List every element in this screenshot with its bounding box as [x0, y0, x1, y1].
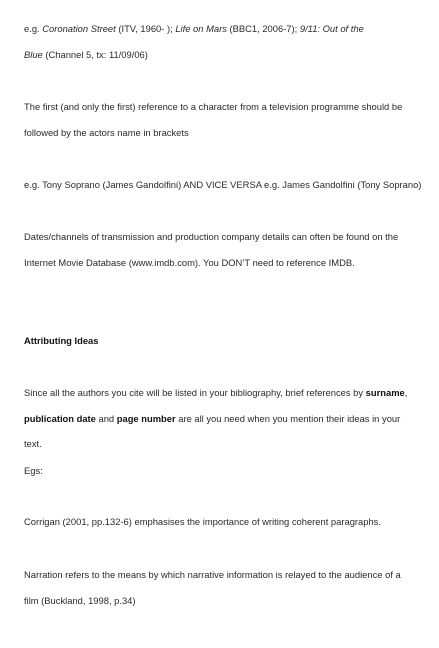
corrigan-example: Corrigan (2001, pp.132-6) emphasises the importance of writing coherent paragraphs.	[24, 516, 381, 527]
narration-paragraph-line-2: film (Buckland, 1998, p.34)	[24, 595, 136, 606]
programme-title: Blue	[24, 49, 43, 60]
bold-term-publication-date: publication date	[24, 413, 96, 424]
attributing-paragraph-line-3: text.	[24, 438, 42, 449]
example-prefix: e.g.	[24, 23, 43, 34]
attributing-text: are all you need when you mention their ideas in your	[175, 413, 401, 424]
dates-paragraph-line-1: Dates/channels of transmission and production company details can often be found on the	[24, 231, 399, 242]
attributing-text: Since all the authors you cite will be listed in your bibliography, brief references by	[24, 387, 366, 398]
tv-example-line-1	[24, 23, 364, 35]
attributing-paragraph-line-2	[24, 413, 400, 425]
attributing-punct: ,	[404, 387, 408, 398]
attributing-paragraph-line-1	[24, 387, 407, 399]
programme-info: (ITV, 1960- );	[115, 23, 176, 34]
examples-label: Egs:	[24, 465, 43, 476]
programme-title: Coronation Street	[42, 23, 116, 34]
programme-info: (Channel 5, tx: 11/09/06)	[42, 49, 148, 60]
bold-term-surname: surname	[365, 387, 405, 398]
programme-title: Life on Mars	[175, 23, 227, 34]
dates-paragraph-line-2: Internet Movie Database (www.imdb.com). You DON’T need to reference IMDB.	[24, 257, 355, 268]
programme-title: 9/11: Out of the	[299, 23, 364, 34]
character-paragraph-line-1: The first (and only the first) reference to a character from a television programme should be	[24, 101, 403, 112]
character-example: e.g. Tony Soprano (James Gandolfini) AND VICE VERSA e.g. James Gandolfini (Tony Soprano)	[24, 179, 422, 190]
narration-paragraph-line-1: Narration refers to the means by which narrative information is relayed to the audience of a	[24, 569, 401, 580]
bold-term-page-number: page number	[116, 413, 176, 424]
character-paragraph-line-2: followed by the actors name in brackets	[24, 127, 189, 138]
section-heading: Attributing Ideas	[24, 335, 99, 346]
attributing-text: and	[95, 413, 117, 424]
programme-info: (BBC1, 2006-7);	[226, 23, 300, 34]
tv-example-line-2	[24, 49, 148, 61]
